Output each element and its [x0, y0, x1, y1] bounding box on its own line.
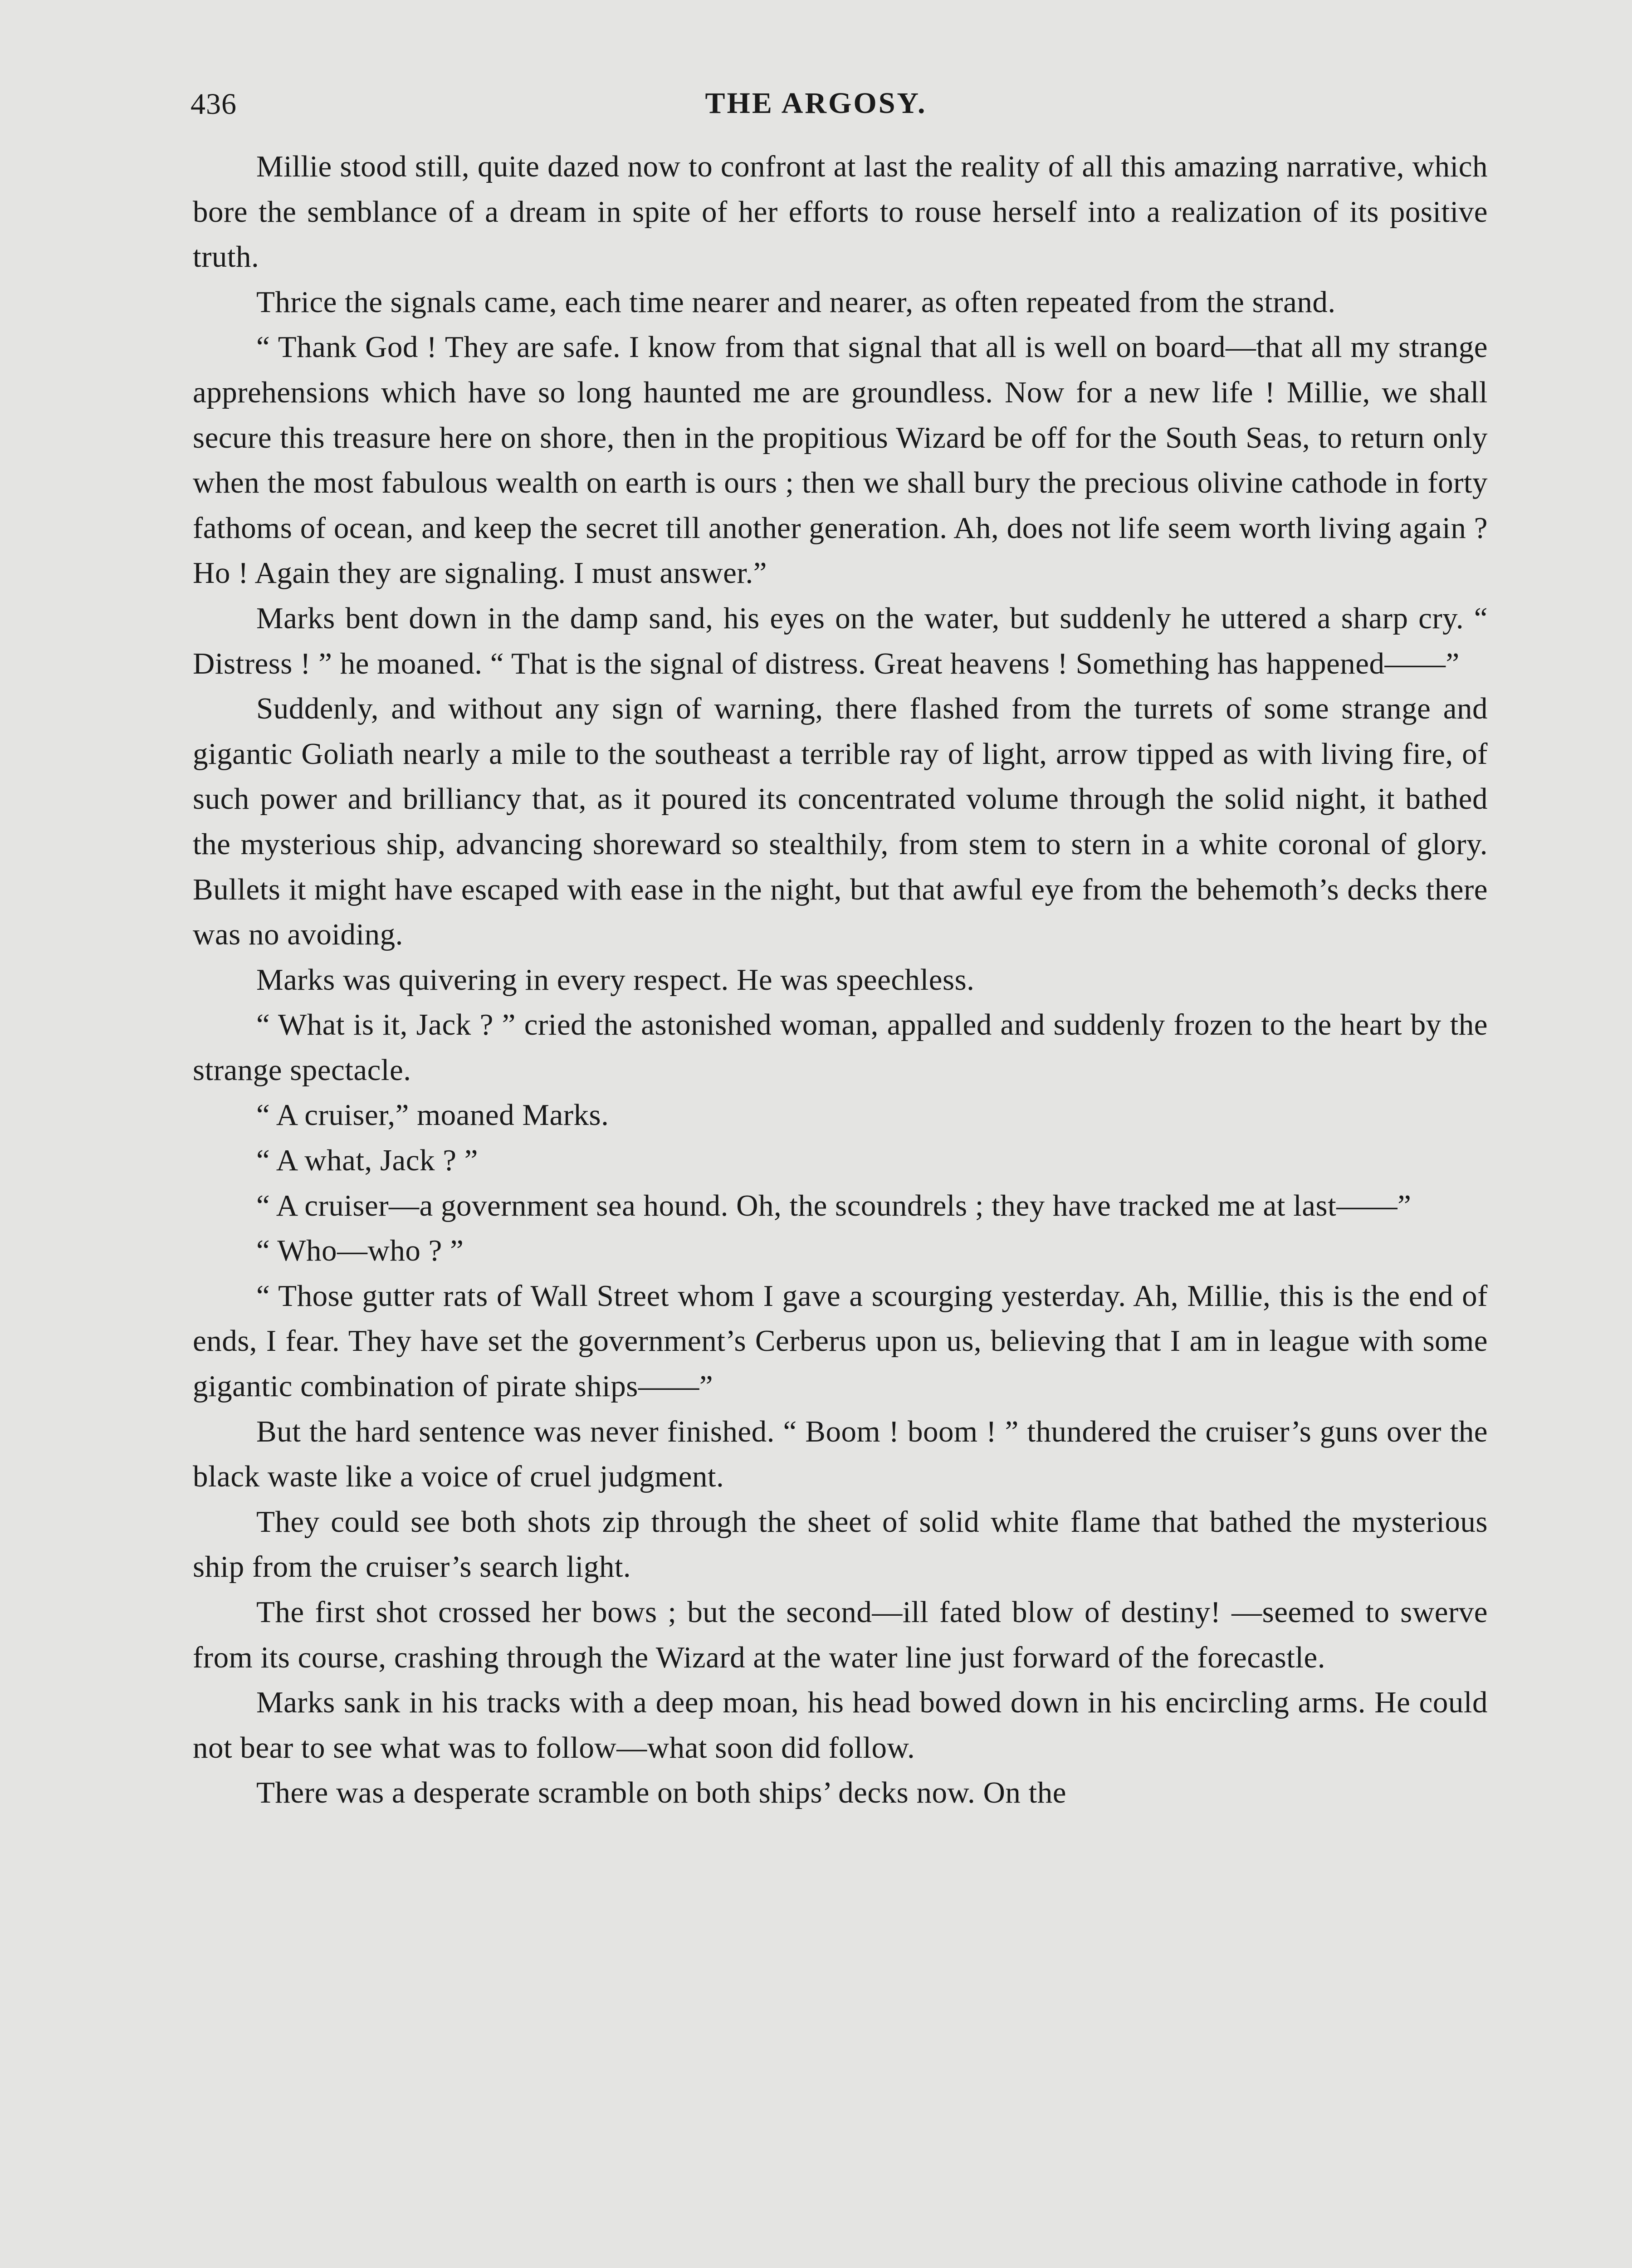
paragraph: The first shot crossed her bows ; but the second—ill fated blow of destiny! —seemed to swerve from its course, crashing through the Wizard at the water line just forward of the forecastle.: [193, 1595, 1488, 1674]
article-body: [193, 144, 1488, 1816]
paragraph: “ A what, Jack ? ”: [256, 1144, 478, 1178]
paragraph: “ What is it, Jack ? ” cried the astonished woman, appalled and suddenly frozen to the heart by the strange spectacle.: [193, 1008, 1488, 1087]
paragraph: Marks sank in his tracks with a deep moan, his head bowed down in his encircling arms. He could not bear to see what was to follow—what soon did follow.: [193, 1686, 1488, 1765]
paragraph: They could see both shots zip through the sheet of solid white flame that bathed the mysterious ship from the cruiser’s search light.: [193, 1505, 1488, 1584]
page-number: 436: [191, 88, 237, 121]
paragraph: “ Thank God ! They are safe. I know from that signal that all is well on board—that all my strange apprehensions which have so long haunted me are groundless. Now for a new life ! Millie, we shall secure this treasure here on shore, then in the propitious Wizard be off for the South Seas, to return only when the most fabulous wealth on earth is ours ; then we shall bury the precious olivine cathode in forty fathoms of ocean, and keep the secret till another generation. Ah, does not life seem worth living again ? Ho ! Again they are signaling. I must answer.”: [193, 330, 1488, 590]
paragraph: Suddenly, and without any sign of warning, there flashed from the turrets of some strange and gigantic Goliath nearly a mile to the southeast a terrible ray of light, arrow tipped as with living fire, of such power and brilliancy that, as it poured its concentrated volume through the solid night, it bathed the mysterious ship, advancing shoreward so stealthily, from stem to stern in a white coronal of glory. Bullets it might have escaped with ease in the night, but that awful eye from the behemoth’s decks there was no avoiding.: [193, 692, 1488, 952]
paragraph: Marks bent down in the damp sand, his eyes on the water, but suddenly he uttered a sharp cry. “ Distress ! ” he moaned. “ That is the signal of distress. Great heavens ! Something has happened——”: [193, 601, 1488, 680]
paragraph: Thrice the signals came, each time nearer and nearer, as often repeated from the strand.: [256, 285, 1336, 319]
paragraph: There was a desperate scramble on both ships’ decks now. On the: [256, 1776, 1066, 1810]
paragraph: “ Those gutter rats of Wall Street whom I gave a scourging yesterday. Ah, Millie, this is the end of ends, I fear. They have set the government’s Cerberus upon us, believing that I am in league with some gigantic combination of pirate ships——”: [193, 1279, 1488, 1403]
paragraph: “ A cruiser—a government sea hound. Oh, the scoundrels ; they have tracked me at last——”: [256, 1188, 1412, 1222]
paragraph: But the hard sentence was never finished. “ Boom ! boom ! ” thundered the cruiser’s guns over the black waste like a voice of cruel judgment.: [193, 1414, 1488, 1494]
paragraph: “ A cruiser,” moaned Marks.: [256, 1098, 609, 1132]
paragraph: “ Who—who ? ”: [256, 1234, 464, 1268]
paragraph: Millie stood still, quite dazed now to confront at last the reality of all this amazing narrative, which bore the semblance of a dream in spite of her efforts to rouse herself into a realization of its positive truth.: [193, 150, 1488, 274]
paragraph: Marks was quivering in every respect. He was speechless.: [256, 963, 975, 997]
running-head: THE ARGOSY.: [705, 87, 927, 120]
